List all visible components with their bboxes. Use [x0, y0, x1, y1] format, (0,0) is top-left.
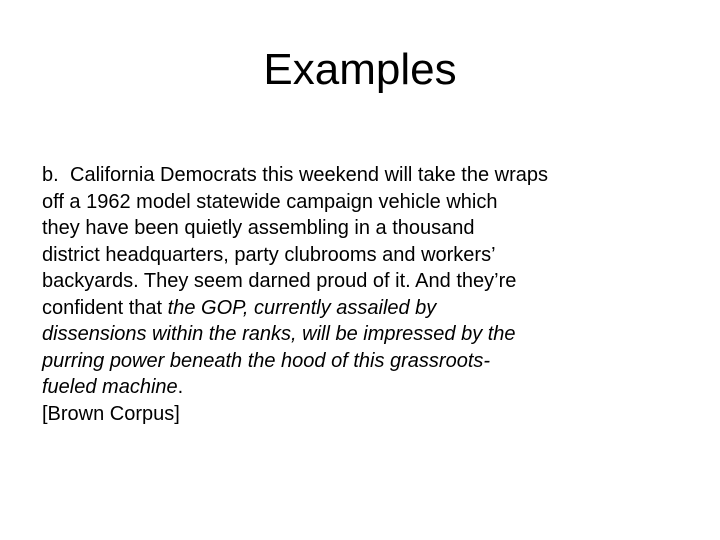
example-line [42, 348, 682, 375]
text-run: they have been quietly assembling in a thousand [42, 217, 475, 239]
example-line [42, 242, 682, 269]
italic-text-run: the GOP, currently assailed by [167, 296, 437, 319]
example-line [42, 189, 682, 216]
text-run: district headquarters, party clubrooms and workers’ [42, 243, 496, 266]
text-run: California Democrats this weekend will take the wraps [70, 164, 548, 186]
text-run: backyards. They seem darned proud of it. And they’re [42, 270, 517, 292]
example-text [42, 164, 682, 427]
example-paragraph [42, 162, 682, 427]
example-line [42, 215, 682, 242]
example-line [70, 164, 548, 186]
italic-text-run: dissensions within the ranks, will be impressed by the [42, 323, 516, 345]
example-marker: b. [42, 164, 59, 186]
italic-text-run: purring power beneath the hood of this grassroots- [42, 349, 491, 372]
text-run: confident that [42, 296, 168, 319]
example-line [42, 321, 682, 348]
text-run: [Brown Corpus] [42, 402, 180, 425]
text-run: . [177, 376, 184, 398]
example-line [42, 401, 682, 428]
slide-title: Examples [263, 45, 457, 94]
example-line [42, 295, 682, 322]
example-line [42, 374, 682, 401]
italic-text-run: fueled machine [42, 376, 178, 398]
example-line [42, 268, 682, 295]
slide-body [42, 162, 682, 427]
text-run: off a 1962 model statewide campaign vehicle which [42, 190, 498, 213]
